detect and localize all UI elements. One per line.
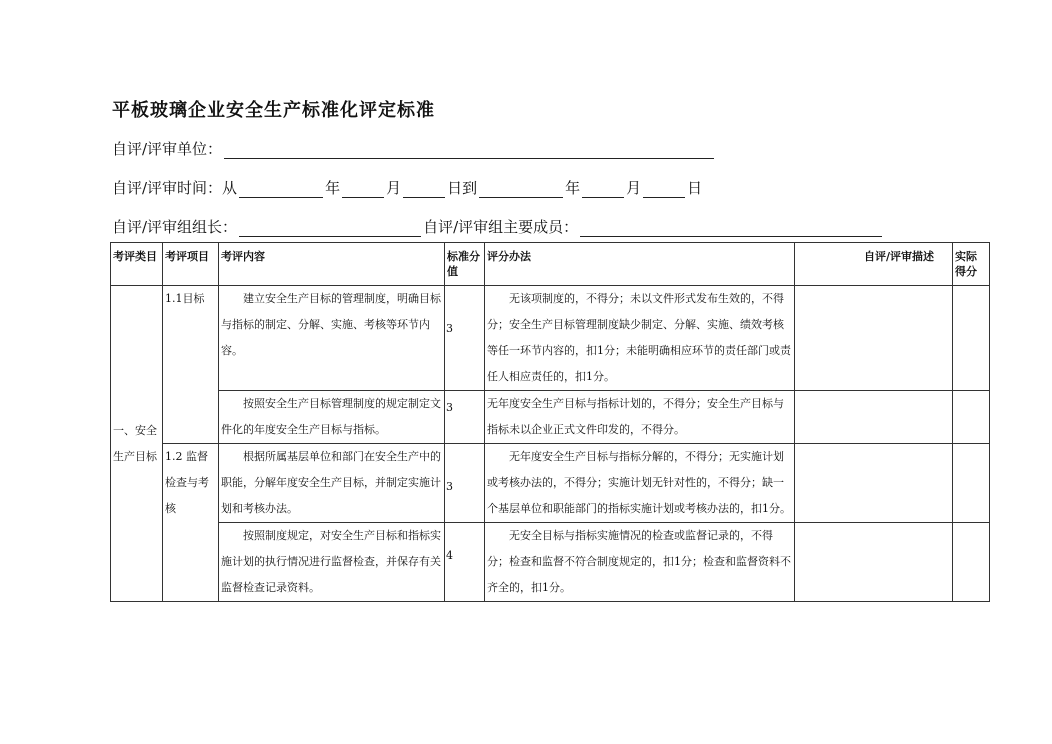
score-value: 4 (446, 549, 453, 562)
unit-blank (224, 142, 714, 159)
time-blank (582, 181, 624, 198)
document-title: 平板玻璃企业安全生产标准化评定标准 (112, 100, 435, 121)
year-label: 年 (325, 179, 341, 197)
leader-label: 自评/评审组组长： (112, 218, 238, 236)
header-cell: 考评项目 (163, 243, 219, 286)
evaluation-table (110, 242, 990, 602)
description-cell[interactable] (795, 444, 953, 523)
content-text: 按照安全生产目标管理制度的规定制定文件化的年度安全生产目标与指标。 (221, 397, 441, 436)
time-label: 自评/评审时间：从 (112, 179, 238, 197)
content-cell (219, 444, 445, 523)
header-cell: 实际得分 (953, 243, 990, 286)
method-cell (485, 523, 795, 602)
method-cell (485, 444, 795, 523)
content-text: 建立安全生产目标的管理制度，明确目标与指标的制定、分解、实施、考核等环节内容。 (221, 292, 441, 357)
unit-label: 自评/评审单位： (112, 140, 223, 158)
score-value: 3 (446, 322, 453, 335)
method-text: 无年度安全生产目标与指标计划的，不得分；安全生产目标与指标未以企业正式文件印发的，不得分。 (487, 397, 784, 436)
actual-score-cell[interactable] (953, 444, 990, 523)
time-blank (403, 181, 445, 198)
time-blank (239, 181, 323, 198)
content-cell (219, 286, 445, 391)
unit-line (112, 138, 716, 159)
header-cell: 自评/评审描述 (795, 243, 953, 286)
content-text: 按照制度规定，对安全生产目标和指标实施计划的执行情况进行监督检查，并保存有关监督检查记录资料。 (221, 529, 441, 594)
item-cell (163, 444, 219, 602)
item-text: 1.1目标 (165, 292, 205, 305)
leader-blank (239, 220, 421, 237)
score-cell (445, 444, 485, 523)
table-row (111, 444, 990, 523)
table-row (111, 286, 990, 391)
item-text: 1.2 监督检查与考核 (165, 450, 209, 515)
table-header-row (111, 243, 990, 286)
method-text: 无该项制度的，不得分；未以文件形式发布生效的，不得分；安全生产目标管理制度缺少制定、分解、实施、绩效考核等任一环节内容的，扣1分；未能明确相应环节的责任部门或责任人相应责任的，扣1分。 (487, 292, 791, 383)
score-value: 3 (446, 401, 453, 414)
header-cell: 评分办法 (485, 243, 795, 286)
members-blank (580, 220, 882, 237)
category-text: 一、安全生产目标 (113, 423, 157, 463)
content-cell (219, 391, 445, 444)
score-cell (445, 391, 485, 444)
time-blank (342, 181, 384, 198)
time-line (112, 177, 702, 198)
table-row (111, 391, 990, 444)
category-cell (111, 286, 163, 602)
time-blank (479, 181, 563, 198)
team-line (112, 216, 884, 237)
method-cell (485, 391, 795, 444)
method-text: 无安全目标与指标实施情况的检查或监督记录的，不得分；检查和监督不符合制度规定的，扣1分；检查和监督资料不齐全的，扣1分。 (487, 529, 791, 594)
method-cell (485, 286, 795, 391)
item-cell (163, 286, 219, 444)
time-blank (643, 181, 685, 198)
day-label: 日 (687, 179, 703, 197)
score-cell (445, 286, 485, 391)
table-row (111, 523, 990, 602)
actual-score-cell[interactable] (953, 286, 990, 391)
day-to-label: 日到 (447, 179, 478, 197)
actual-score-cell[interactable] (953, 523, 990, 602)
actual-score-cell[interactable] (953, 391, 990, 444)
content-text: 根据所属基层单位和部门在安全生产中的职能，分解年度安全生产目标，并制定实施计划和考核办法。 (221, 450, 441, 515)
header-cell: 考评类目 (111, 243, 163, 286)
header-cell: 标准分值 (445, 243, 485, 286)
header-cell: 考评内容 (219, 243, 445, 286)
members-label: 自评/评审组主要成员： (423, 218, 579, 236)
month-label: 月 (386, 179, 402, 197)
description-cell[interactable] (795, 523, 953, 602)
description-cell[interactable] (795, 286, 953, 391)
description-cell[interactable] (795, 391, 953, 444)
score-cell (445, 523, 485, 602)
year-label: 年 (565, 179, 581, 197)
method-text: 无年度安全生产目标与指标分解的，不得分；无实施计划或考核办法的，不得分；实施计划无针对性的，不得分；缺一个基层单位和职能部门的指标实施计划或考核办法的，扣1分。 (487, 450, 791, 515)
month-label: 月 (626, 179, 642, 197)
content-cell (219, 523, 445, 602)
score-value: 3 (446, 480, 453, 493)
